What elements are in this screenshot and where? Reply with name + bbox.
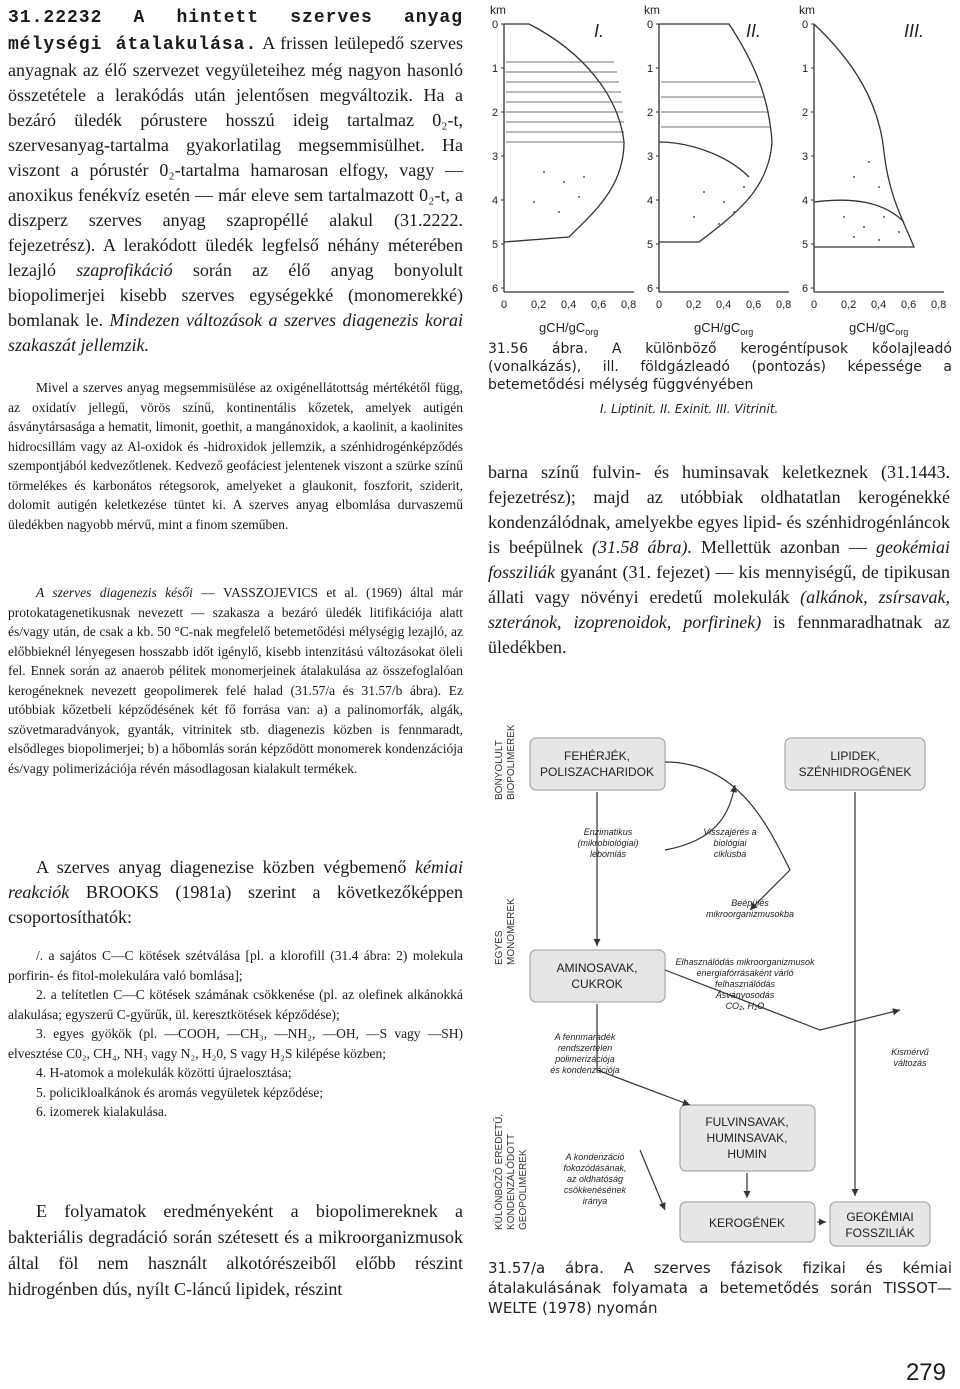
side-label: BIOPOLIMEREK	[506, 724, 517, 800]
flow-diagram	[490, 710, 955, 1260]
depth-tick-label: 6	[802, 283, 809, 295]
note-kondenz: csökkenésének	[563, 1185, 627, 1195]
box-fulvinsavak: FULVINSAVAK,	[705, 1115, 789, 1129]
note-kismeru: Kismérvű	[891, 1047, 929, 1057]
x-tick-label: 0,4	[561, 299, 577, 311]
side-label: KONDENZÁLÓDOTT	[506, 1133, 517, 1230]
panel-label: III.	[904, 21, 925, 41]
depth-tick-label: 4	[647, 195, 654, 207]
paragraph-text: gyanánt (31. fejezet) — kis mennyiségű, de tipikusan állati vagy növényi eredetű molekulák	[488, 562, 950, 607]
box-lipidek: SZÉNHIDROGÉNEK	[798, 765, 912, 779]
note-enzim: (mikrobiológiai)	[577, 838, 639, 848]
paragraph-italic: szaprofikáció	[76, 260, 173, 280]
note-kondenz: iránya	[582, 1196, 608, 1206]
paragraph-text: A frissen leülepedő szerves anyagnak az élő szervezet vegyületeihez még nagyon hasonló összetétele a lerakódás után jelentősen megváltozik. Ha a bezáró üledék pórustere hosszú ideig tartalmaz 0₂-t, szervesanyag-tartalma gyakorlatilag megsemmisülhet. Ha viszont a pórustér 0₂-tartalma hamarosan elfogy, vagy — anoxikus fenékvíz esetén — már eleve sem tartalmazott 0₂-t, a diszperz szerves anyag szapropéllé alakul (31.2222. fejezetrész). A lerakódott üledék legfelső néhány méterében lezajló	[8, 33, 463, 280]
note-energia: Elhasználódás mikroorganizmusok	[675, 957, 815, 967]
reaction-list	[8, 946, 463, 1135]
box-feherjek: FEHÉRJÉK,	[563, 749, 631, 763]
paragraph-text: Mellettük azonban —	[692, 537, 877, 557]
note-visszajeres: ciklusba	[713, 849, 747, 859]
page-number: 279	[905, 1359, 946, 1386]
depth-tick-label: 3	[647, 151, 654, 163]
paragraph-right	[488, 460, 950, 660]
x-tick-label: 0,4	[716, 299, 732, 311]
box-lipidek: LIPIDEK,	[830, 749, 880, 763]
depth-tick-label: 6	[647, 283, 654, 295]
note-fennmaradt: polimerizációja	[555, 1054, 615, 1064]
box-fulvinsavak: HUMINSAVAK,	[706, 1131, 788, 1145]
axis-unit-km: km	[644, 3, 660, 17]
note-kismeru: változás	[893, 1058, 927, 1068]
paragraph-text: során az élő anyag bonyolult biopolimerjei kisebb szerves egységekké (monomerekké) bomlanak le.	[8, 260, 463, 330]
caption-text: 31.56 ábra. A különböző kerogéntípusok kőolajleadó (vonalkázás), ill. földgázleadó (pontozás) képessége a betemetődési mélység függvényében	[488, 341, 952, 393]
depth-tick-label: 2	[647, 107, 654, 119]
depth-tick-label: 1	[802, 63, 809, 75]
note-fennmaradt: rendszertelen	[557, 1043, 613, 1053]
axis-unit-km: km	[799, 3, 815, 17]
paragraph-italic: A szerves diagenezis késői	[36, 585, 193, 600]
x-tick-label: 0,2	[841, 299, 857, 311]
x-tick-label: 0,6	[591, 299, 607, 311]
depth-tick-label: 0	[647, 19, 654, 31]
paragraph-text: — VASSZOJEVICS et al. (1969) által már protokatagenetikusnak nevezett — szakasza a bezáró üledék litifikációja alatt és/vagy után, de csak a kb. 50 °C-nak megfelelő betemetődési mélységig lezajló, az előbbieknél lényegesen hosszabb időt igénylő, kisebb intenzitású változásokat öleli fel. Ennek során az anaerob pélitek monomerjeinek átalakulása az összefoglalóan kerogéneknek nevezett geopolimerek felé halad (31.57/a és 31.57/b ábra). Ez utóbbiak kőzetbeli képződésének két fő forrása van: a) a palinomorfák, algák, szövetmaradványok, gyanták, vitrinitek stb. diagenezis közben is fennmaradt, elsődleges biopolimerjei; b) a hőbomlás során képződött monomerek kondenzációja és/vagy polimerizációja révén másodlagosan kialakult termékek.	[8, 585, 463, 776]
x-axis-label: gCH/$gC_{org}$	[849, 320, 909, 337]
depth-tick-label: 1	[492, 63, 499, 75]
paragraph-italic: kémiai reakciók	[8, 857, 463, 902]
side-label: GEOPOLIMEREK	[518, 1149, 529, 1230]
note-energia: felhasználódás	[714, 979, 776, 989]
note-visszajeres: biológiai	[713, 838, 747, 848]
list-item: 4. H-atomok a molekulák közötti újraelosztása;	[36, 1065, 292, 1080]
paragraph-text: is fennmaradhatnak az üledékben.	[488, 612, 950, 657]
list-item: 2. a telítetlen C—C kötések számának csökkenése (pl. az olefinek alkánokká alakulása; egyszerű C-gyűrűk, ül. keresztkötések képződése);	[8, 987, 463, 1022]
paragraph-text: BROOKS (1981a) szerint a következőképpen csoportosíthatók:	[8, 882, 463, 927]
depth-tick-label: 5	[647, 239, 654, 251]
x-tick-label: 0,8	[776, 299, 792, 311]
figure-caption-31-56	[488, 340, 952, 394]
box-geokemiai: FOSSZILIÁK	[845, 1226, 915, 1240]
box-aminosavak: AMINOSAVAK,	[556, 961, 638, 975]
list-item: /. a sajátos C—C kötések szétválása [pl. a klorofill (31.4 ábra: 2) molekula porfirin- és fitol-molekulára való bomlása];	[8, 948, 463, 983]
box-aminosavak: CUKROK	[571, 977, 623, 991]
side-label: KÜLÖNBÖZŐ EREDETŰ,	[494, 1113, 505, 1230]
depth-tick-label: 0	[492, 19, 499, 31]
x-tick-label: 0,6	[746, 299, 762, 311]
x-tick-label: 0	[656, 299, 663, 311]
section-paragraph-1	[8, 4, 463, 358]
note-kondenz: fokozódásának,	[563, 1163, 627, 1173]
depth-tick-label: 3	[492, 151, 499, 163]
depth-tick-label: 4	[492, 195, 499, 207]
depth-tick-label: 2	[802, 107, 809, 119]
x-axis-label: gCH/$gC_{org}$	[539, 320, 599, 337]
note-fennmaradt: A fennmaradék	[554, 1032, 616, 1042]
list-item: 6. izomerek kialakulása.	[36, 1104, 168, 1119]
panel-label: I.	[594, 21, 605, 41]
panel-label: II.	[746, 21, 762, 41]
note-beepules: Beépülés	[731, 898, 769, 908]
note-energia: energiafórrásaként várló	[696, 968, 794, 978]
depth-tick-label: 6	[492, 283, 499, 295]
note-enzim: Enzimatikus	[583, 827, 633, 837]
x-tick-label: 0,2	[531, 299, 547, 311]
section-heading: 31.22232 A hintett szerves anyag mélységi átalakulása.	[8, 8, 463, 55]
paragraph-italic: geokémiai fossziliák	[488, 537, 950, 582]
paragraph-italic: (31.58 ábra).	[592, 537, 693, 557]
x-tick-label: 0,6	[901, 299, 917, 311]
list-item: 3. egyes gyökök (pl. —COOH, —CH₃, —NH₂, —OH, —S vagy —SH) elvesztése C0₂, CH₄, NH₃ vagy N₂, H₂0, S vagy H₂S kilépése közben;	[8, 1026, 463, 1061]
depth-tick-label: 5	[492, 239, 499, 251]
x-tick-label: 0,2	[686, 299, 702, 311]
small-paragraph-2	[8, 583, 463, 778]
depth-tick-label: 5	[802, 239, 809, 251]
x-tick-label: 0	[501, 299, 508, 311]
note-kondenz: az oldhatóság	[566, 1174, 624, 1184]
box-feherjek: POLISZACHARIDOK	[539, 765, 655, 779]
note-visszajeres: Visszajérés a	[703, 827, 757, 837]
side-label: BONYOLULT	[494, 740, 505, 800]
depth-tick-label: 4	[802, 195, 809, 207]
x-axis-label: gCH/$gC_{org}$	[694, 320, 754, 337]
x-tick-label: 0,8	[931, 299, 947, 311]
paragraph-italic: (alkánok, zsírsavak, szteránok, izoprenoidok, porfirinek)	[488, 587, 950, 632]
x-tick-label: 0	[811, 299, 818, 311]
note-enzim: lebomlás	[589, 849, 627, 859]
x-tick-label: 0,4	[871, 299, 887, 311]
depth-tick-label: 2	[492, 107, 499, 119]
box-kerogenek: KEROGÉNEK	[708, 1216, 786, 1230]
side-label: EGYES	[494, 930, 505, 965]
depth-tick-label: 3	[802, 151, 809, 163]
figure-caption-31-57a: 31.57/a ábra. A szerves fázisok fizikai és kémiai átalakulásának folyamata a betemetődés során TISSOT—WELTE (1978) nyomán	[488, 1259, 952, 1317]
depth-tick-label: 0	[802, 19, 809, 31]
axis-unit-km: km	[490, 3, 506, 17]
side-label: MONOMEREK	[506, 898, 517, 965]
paragraph-text: barna színű fulvin- és huminsavak keletkeznek (31.1443. fejezetrész); majd az utóbbiak oldhatatlan kerogénekké kondenzálódnak, amelyekbe egyes lipid- és szénhidrogénláncok is beépülnek	[488, 462, 950, 557]
paragraph-italic: Mindezen változások a szerves diagenezis korai szakaszát jellemzik.	[8, 310, 463, 355]
paragraph-text: A szerves anyag diagenezise közben végbemenő	[36, 857, 416, 877]
depth-graph-figure	[484, 2, 954, 342]
note-beepules: mikroorganizmusokba	[705, 909, 795, 919]
list-item: 5. policikloalkánok és aromás vegyületek képződése;	[36, 1084, 324, 1100]
box-geokemiai: GEOKÉMIAI	[846, 1210, 914, 1224]
note-energia: Ásványosodás	[715, 990, 775, 1000]
note-energia: CO₂, H₂O	[725, 1001, 765, 1011]
box-fulvinsavak: HUMIN	[727, 1147, 767, 1161]
paragraph-closing: E folyamatok eredményeként a biopolimereknek a bakteriális degradáció során szétesett és a mikroorganizmusok által föl nem használt alkotórészeiből előbb részint hidrogénben dús, nyílt C-láncú lipidek, részint	[8, 1201, 463, 1299]
note-fennmaradt: és kondenzációja	[550, 1065, 620, 1075]
figure-caption-legend: I. Liptinit. II. Exinit. III. Vitrinit.	[600, 402, 779, 416]
depth-tick-label: 1	[647, 63, 654, 75]
note-kondenz: A kondenzáció	[565, 1152, 625, 1162]
x-tick-label: 0,8	[621, 299, 637, 311]
paragraph-reactions-intro	[8, 855, 463, 930]
small-paragraph-1: Mivel a szerves anyag megsemmisülése az oxigénellátottság mértékétől függ, az oxidatív jellegű, vörös színű, kontinentális kőzetek, amelyek autigén ásványtársasága a hematit, limonit, goethit, a mangánoxidok, a kaolinit, a kaolinites hidrocsillám vagy az Al-oxidok és -hidroxidok jellemzik, a szénhidrogénképződés szempontjából kedvezőtlenek. Kedvező geofáciest jelentenek viszont a szürke színű törmelékes és karbonátos rétegsorok, amelyeket a glaukonit, foszforit, sziderit, dolomit autigén keletkezése tüntet ki. A szerves anyag elbomlása durvaszemű üledékben nagyobb mérvű, mint a finom szeműben.	[8, 380, 463, 532]
